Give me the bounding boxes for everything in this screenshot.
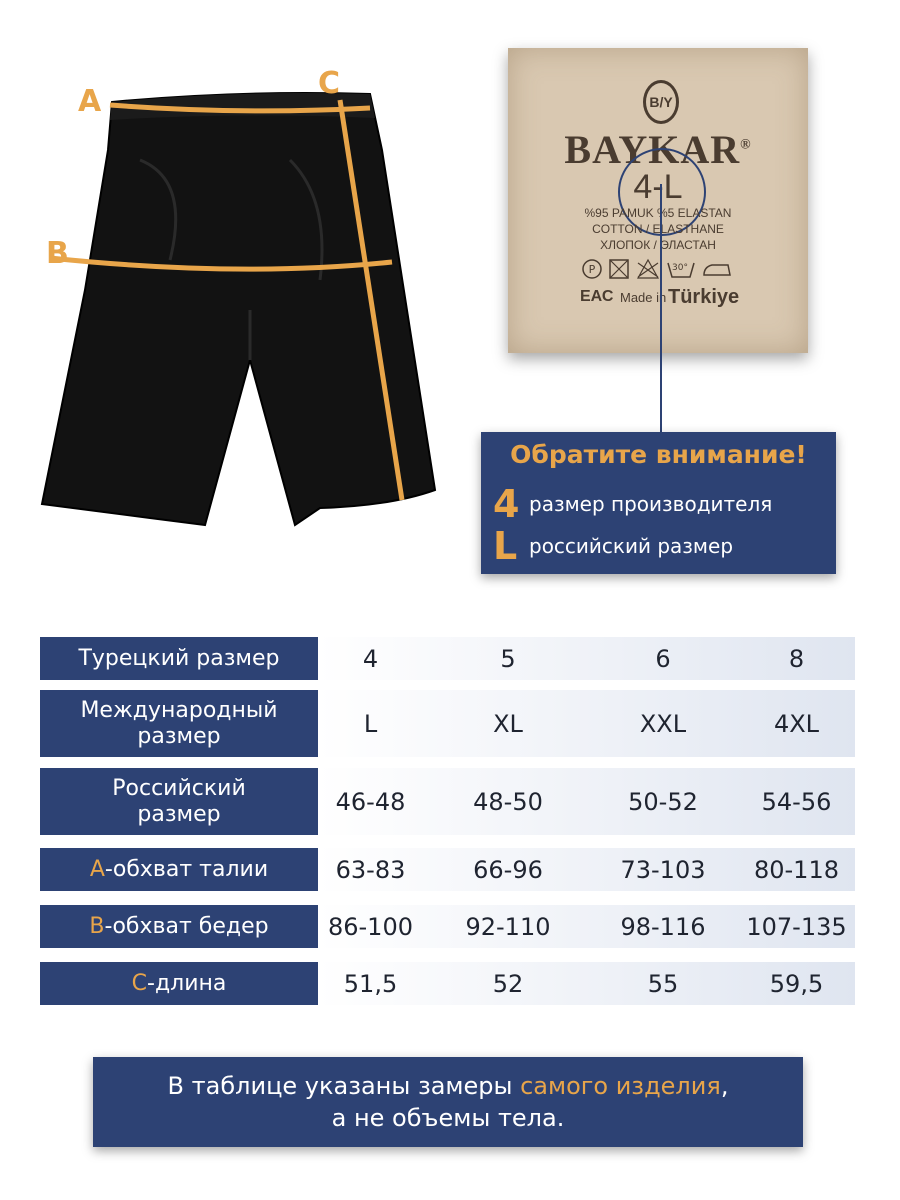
table-cell: 54-56 bbox=[761, 787, 832, 816]
notice-item-russian bbox=[493, 526, 733, 566]
row-header bbox=[40, 848, 318, 891]
label-a: A bbox=[78, 84, 102, 119]
callout-connector bbox=[640, 180, 690, 436]
row-header bbox=[40, 962, 318, 1005]
row-values bbox=[318, 905, 855, 948]
table-cell: 50-52 bbox=[628, 787, 698, 816]
made-in-prefix: Made in bbox=[620, 290, 667, 305]
table-cell: 48-50 bbox=[473, 787, 543, 816]
table-cell: 51,5 bbox=[343, 969, 398, 998]
table-cell: XL bbox=[493, 709, 523, 738]
table-row-length bbox=[40, 962, 855, 1005]
table-cell: 4XL bbox=[773, 709, 820, 738]
footer-line-1 bbox=[93, 1070, 803, 1102]
notice-text-russian: российский размер bbox=[529, 534, 734, 558]
table-row-international bbox=[40, 690, 855, 757]
notice-title: Обратите внимание! bbox=[510, 440, 807, 469]
row-header-line-2: размер bbox=[137, 801, 221, 827]
registered-mark: ® bbox=[740, 137, 752, 153]
composition-line-3: ХЛОПОК / ЭЛАСТАН bbox=[600, 238, 716, 252]
row-header-line-1: Российский bbox=[112, 775, 246, 801]
notice-item-manufacturer bbox=[493, 484, 772, 524]
table-cell: 46-48 bbox=[335, 787, 406, 816]
table-cell: 66-96 bbox=[473, 855, 543, 884]
notice-big-4: 4 bbox=[493, 482, 520, 526]
made-in-country: Türkiye bbox=[668, 286, 740, 308]
tag-size: 4-L bbox=[633, 168, 683, 206]
table-cell: 6 bbox=[655, 644, 671, 673]
notice-box bbox=[481, 432, 836, 574]
brand-logo-mark: B/Y bbox=[643, 80, 679, 124]
table-cell: 107-135 bbox=[746, 912, 847, 941]
table-row-russian bbox=[40, 768, 855, 835]
table-row-hips bbox=[40, 905, 855, 948]
row-values bbox=[318, 690, 855, 757]
table-cell: 59,5 bbox=[769, 969, 824, 998]
table-cell: 92-110 bbox=[465, 912, 551, 941]
table-cell: 86-100 bbox=[327, 912, 413, 941]
table-cell: 52 bbox=[492, 969, 524, 998]
notice-big-l: L bbox=[493, 524, 518, 568]
label-b: B bbox=[46, 236, 69, 271]
composition-line-2: COTTON / ELASTHANE bbox=[592, 222, 724, 236]
table-cell: 8 bbox=[788, 644, 805, 673]
row-header-letter: B bbox=[89, 913, 105, 939]
row-values bbox=[318, 637, 855, 680]
row-header-letter: C bbox=[131, 970, 147, 996]
table-cell: 63-83 bbox=[335, 855, 406, 884]
brand-text: BAYKAR bbox=[564, 127, 741, 172]
row-header bbox=[40, 768, 318, 835]
table-cell: 55 bbox=[647, 969, 679, 998]
footer-text-pre: В таблице указаны замеры bbox=[167, 1072, 521, 1100]
shorts-shape bbox=[42, 93, 435, 525]
svg-text:P: P bbox=[588, 263, 596, 276]
notice-text-manufacturer: размер производителя bbox=[529, 492, 773, 516]
table-cell: 98-116 bbox=[620, 912, 706, 941]
row-header-line-1: Международный bbox=[80, 697, 278, 723]
row-header-text: -обхват талии bbox=[104, 856, 269, 882]
shorts-diagram bbox=[30, 60, 470, 540]
row-values bbox=[318, 962, 855, 1005]
table-row-waist bbox=[40, 848, 855, 891]
row-header: Турецкий размер bbox=[40, 637, 318, 680]
eac-mark: ЕАС bbox=[580, 288, 614, 305]
row-header bbox=[40, 690, 318, 757]
row-header-letter: A bbox=[89, 856, 105, 882]
row-header-text: -обхват бедер bbox=[104, 913, 269, 939]
shorts-illustration bbox=[30, 60, 470, 540]
row-values bbox=[318, 768, 855, 835]
footer-text-post: , bbox=[720, 1072, 729, 1100]
table-cell: 4 bbox=[362, 644, 379, 673]
row-values bbox=[318, 848, 855, 891]
footer-highlight: самого изделия bbox=[520, 1072, 721, 1100]
table-cell: L bbox=[363, 709, 378, 738]
iron-icon bbox=[704, 265, 730, 275]
table-cell: 5 bbox=[500, 644, 516, 673]
table-cell: XXL bbox=[639, 709, 687, 738]
care-temp: 30° bbox=[672, 263, 688, 273]
label-c: C bbox=[318, 66, 341, 101]
table-cell: 80-118 bbox=[753, 855, 839, 884]
table-row-turkish bbox=[40, 637, 855, 680]
composition-line-1: %95 PAMUK %5 ELASTAN bbox=[584, 206, 732, 220]
row-header-line-2: размер bbox=[137, 723, 221, 749]
row-header-text: -длина bbox=[147, 970, 227, 996]
footer-note bbox=[93, 1057, 803, 1147]
footer-line-2: а не объемы тела. bbox=[331, 1104, 565, 1132]
table-cell: 73-103 bbox=[620, 855, 706, 884]
row-header bbox=[40, 905, 318, 948]
